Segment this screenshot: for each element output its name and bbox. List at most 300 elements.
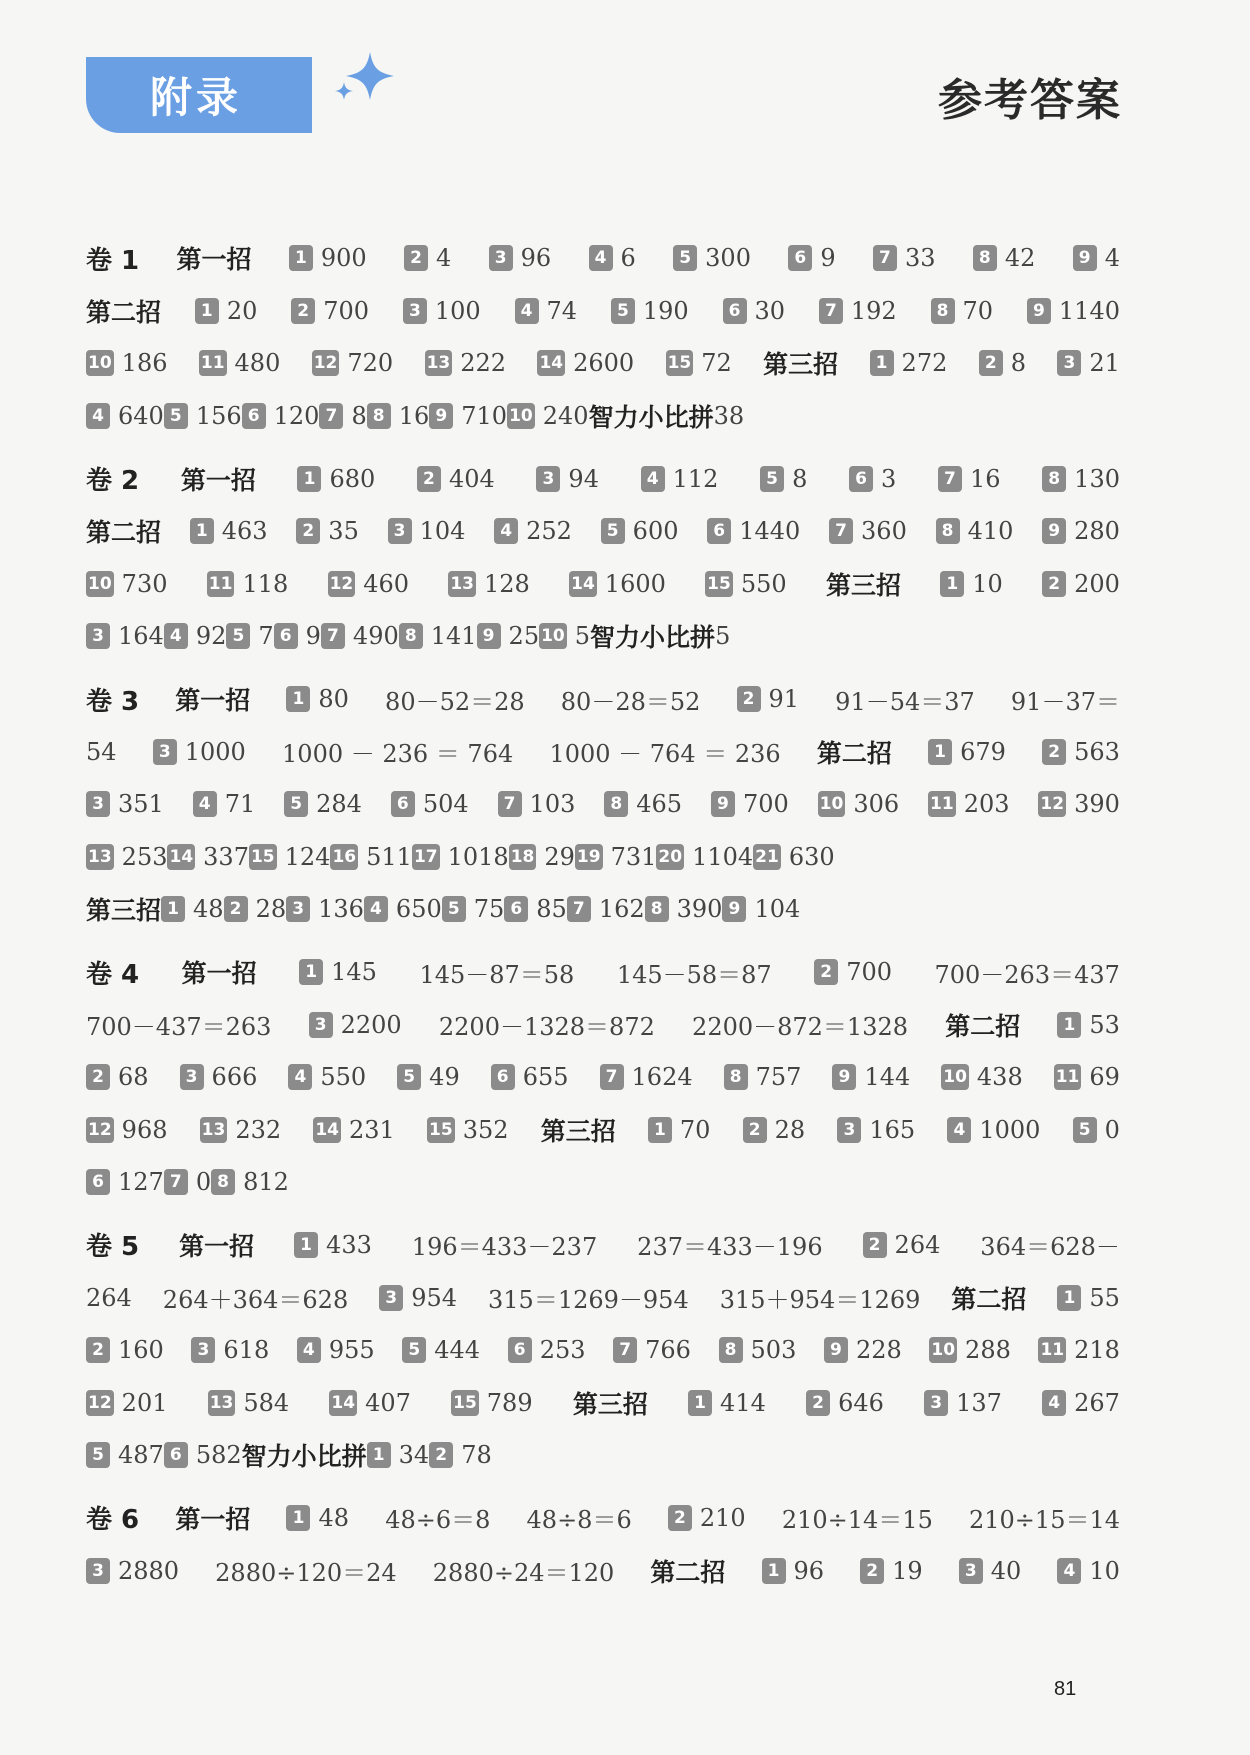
answer-item [321,622,399,650]
answer-value: 21 [1089,349,1120,378]
answer-value: 2600 [573,349,635,378]
question-number-badge: 3 [924,1390,948,1416]
answer-item [153,738,246,766]
question-number-badge: 2 [1042,739,1066,765]
section-label: 第三招 [763,350,839,380]
question-number-badge: 11 [1054,1064,1082,1090]
answer-value: 600 [632,517,679,546]
answer-value: 650 [395,895,442,924]
question-number-badge: 15 [705,571,733,597]
question-number-badge: 9 [711,791,735,817]
answer-item [417,465,495,493]
answer-value: 186 [121,349,168,378]
answer-line [86,998,1120,1051]
answer-item [737,685,800,713]
answer-item [1054,1063,1120,1091]
question-number-badge: 2 [668,1505,692,1531]
answer-line [86,1324,1120,1377]
answer-item [929,1336,1010,1364]
question-number-badge: 8 [936,518,960,544]
question-number-badge: 2 [404,245,428,271]
answer-item [537,349,634,377]
answer-item [296,517,359,545]
answer-item [1042,570,1120,598]
answer-value: 812 [243,1168,289,1197]
answer-item [164,402,242,430]
answer-value: 700 [742,790,789,819]
answer-item [494,517,572,545]
question-number-badge: 13 [86,844,114,870]
answer-value: 10 [972,569,1003,598]
answer-item [832,1063,910,1091]
question-number-badge: 1 [286,686,310,712]
volume-section [86,1492,1120,1597]
answer-item [947,1116,1040,1144]
answer-value: 75 [473,895,505,924]
answer-item [705,570,786,598]
answer-item [86,1441,164,1469]
answer-item [613,1336,691,1364]
volume-section [86,232,1120,442]
answer-item [286,685,349,713]
answer-item [491,1063,569,1091]
question-number-badge: 10 [507,403,535,429]
answer-value: 112 [672,464,719,493]
answer-text: 2880÷120＝24 [215,1559,397,1588]
answer-item [86,570,167,598]
volume-label: 卷 6 [86,1505,140,1536]
answer-value: 463 [221,517,268,546]
answer-value: 128 [484,569,530,598]
answer-item [226,622,273,650]
answer-item [86,1168,164,1196]
question-number-badge: 3 [959,1558,983,1584]
answer-text: 1000 － 764 ＝ 236 [549,740,781,769]
section-label: 第二招 [945,1011,1021,1041]
answer-value: 127 [118,1168,164,1197]
answer-item [86,1063,149,1091]
section-label: 第三招 [572,1389,648,1419]
question-number-badge: 2 [860,1558,884,1584]
question-number-badge: 4 [589,245,613,271]
answer-value: 337 [203,842,249,871]
section-label: 第一招 [181,959,257,989]
answer-value: 201 [121,1388,168,1417]
volume-label: 卷 1 [86,245,140,276]
question-number-badge: 13 [208,1390,236,1416]
question-number-badge: 18 [509,844,537,870]
answer-item [788,244,835,272]
answer-value: 228 [855,1336,902,1365]
question-number-badge: 12 [86,1117,114,1143]
answer-value: 69 [1089,1063,1120,1092]
answer-value: 103 [529,790,576,819]
question-number-badge: 7 [600,1064,624,1090]
answer-value: 94 [568,464,599,493]
answer-value: 272 [901,349,948,378]
answer-value: 1600 [604,569,666,598]
answer-item [1057,1557,1120,1585]
section-label: 智力小比拼 [241,1442,367,1472]
question-number-badge: 9 [1073,245,1097,271]
answer-item [200,1116,281,1144]
answer-value: 240 [542,402,589,431]
answer-value: 404 [448,464,495,493]
answer-item [167,843,248,871]
question-number-badge: 8 [645,896,669,922]
question-number-badge: 4 [947,1117,971,1143]
question-number-badge: 6 [164,1442,188,1468]
question-number-badge: 5 [673,245,697,271]
answer-line [86,452,1120,505]
answer-line [86,1429,1120,1482]
question-number-badge: 4 [641,466,665,492]
answer-value: 511 [366,842,412,871]
section-label: 第一招 [175,1504,251,1534]
question-number-badge: 1 [367,1442,391,1468]
question-number-badge: 11 [199,350,227,376]
answer-item [509,843,575,871]
answer-item [299,958,377,986]
answer-item [427,1116,508,1144]
question-number-badge: 2 [86,1337,110,1363]
answer-value: 700 [846,958,892,987]
question-number-badge: 5 [86,1442,110,1468]
question-number-badge: 14 [569,571,597,597]
question-number-badge: 3 [86,791,110,817]
answer-value: 28 [774,1115,806,1144]
answer-value: 504 [422,790,469,819]
answer-item [979,349,1026,377]
answer-item [711,790,789,818]
question-number-badge: 5 [164,403,188,429]
answer-value: 9 [305,622,321,651]
answer-item [297,1336,375,1364]
answer-line [86,1104,1120,1157]
page-title: 参考答案 [938,75,1122,126]
answer-value: 35 [328,517,359,546]
answer-item [242,402,320,430]
answer-value: 136 [318,895,364,924]
answer-value: 480 [234,349,281,378]
answer-item [1073,244,1120,272]
answer-item [86,1557,179,1585]
answer-text: 364＝628－ [980,1233,1120,1262]
answer-value: 3 [881,464,897,493]
answer-item [539,622,590,650]
answer-item [286,895,364,923]
answer-item [224,895,287,923]
answer-item [928,790,1009,818]
page-number: 81 [1054,1678,1077,1700]
answer-text: 1000 － 236 ＝ 764 [282,740,514,769]
answer-text: 80－52＝28 [385,687,525,716]
answer-value: 20 [226,296,258,325]
answer-line [86,1156,1120,1209]
question-number-badge: 2 [291,298,315,324]
answer-value: 680 [329,464,376,493]
answer-item [928,738,1006,766]
answer-item [611,297,689,325]
answer-value: 218 [1074,1336,1120,1365]
answer-line [86,390,1120,443]
answer-item [442,895,505,923]
question-number-badge: 7 [873,245,897,271]
answer-item [86,402,164,430]
question-number-badge: 1 [289,245,313,271]
answer-value: 789 [486,1388,533,1417]
answer-item [498,790,576,818]
answer-value: 640 [118,402,164,431]
answer-item [829,517,907,545]
question-number-badge: 3 [379,1285,403,1311]
section-label: 第一招 [179,1231,255,1261]
answer-text: 210÷15＝14 [969,1506,1120,1535]
answer-item [1042,465,1120,493]
volume-section [86,673,1120,936]
question-number-badge: 8 [931,298,955,324]
answer-value: 104 [754,895,801,924]
answer-item [329,1389,410,1417]
answer-item [328,570,409,598]
answer-item [753,843,834,871]
answer-item [312,349,393,377]
volume-label: 卷 2 [86,466,140,497]
question-number-badge: 4 [515,298,539,324]
answer-item [938,465,1001,493]
answer-value: 16 [398,402,430,431]
answer-value: 78 [461,1441,492,1470]
question-number-badge: 4 [494,518,518,544]
answer-value: 646 [838,1388,884,1417]
answer-item [164,1168,211,1196]
question-number-badge: 10 [86,571,114,597]
answer-item [940,570,1003,598]
answer-value: 6 [620,244,636,273]
question-number-badge: 2 [737,686,761,712]
answer-value: 85 [536,895,567,924]
volume-section [86,452,1120,662]
answer-item [601,517,679,545]
question-number-badge: 14 [167,844,195,870]
answer-value: 28 [255,895,287,924]
answer-item [86,349,167,377]
answer-item [1057,1011,1120,1039]
question-number-badge: 5 [284,791,308,817]
answer-item [397,1063,460,1091]
question-number-badge: 8 [1042,466,1066,492]
answer-text: 700－263＝437 [934,960,1120,989]
answer-value: 253 [539,1336,586,1365]
answer-item [1042,738,1120,766]
question-number-badge: 8 [973,245,997,271]
answer-value: 503 [750,1336,797,1365]
answer-text: 145－87＝58 [419,960,575,989]
question-number-badge: 1 [1057,1012,1081,1038]
section-label: 第二招 [86,297,162,327]
answer-item [575,843,656,871]
answer-item [86,790,164,818]
answer-value: 666 [211,1063,258,1092]
answer-value: 582 [195,1441,242,1470]
answer-value: 438 [976,1063,1023,1092]
answer-value: 210 [699,1503,746,1532]
answer-value: 433 [326,1230,372,1259]
answer-item [723,297,786,325]
answer-value: 351 [118,790,164,819]
answer-item [508,1336,586,1364]
answer-value: 9 [820,244,836,273]
answer-line [86,778,1120,831]
appendix-tab [86,57,312,133]
answer-item [688,1389,766,1417]
answer-item [199,349,280,377]
answer-text: 315＋954＝1269 [719,1286,921,1315]
question-number-badge: 13 [425,350,453,376]
answer-item [297,465,375,493]
question-number-badge: 3 [86,623,110,649]
question-number-badge: 5 [1073,1117,1097,1143]
question-number-badge: 4 [364,896,388,922]
answer-item [429,1441,492,1469]
answer-value: 1104 [692,842,754,871]
question-number-badge: 3 [837,1117,861,1143]
question-number-badge: 6 [788,245,812,271]
answer-line [86,1492,1120,1545]
answer-value: 144 [864,1063,911,1092]
answer-item [429,402,507,430]
answer-item [195,297,258,325]
question-number-badge: 3 [180,1064,204,1090]
question-number-badge: 11 [928,791,956,817]
question-number-badge: 3 [489,245,513,271]
answer-text: 700－437＝263 [86,1013,272,1042]
question-number-badge: 7 [938,466,962,492]
answer-value: 444 [434,1336,481,1365]
answer-value: 5 [574,622,591,651]
volume-label: 卷 3 [86,686,140,717]
answer-value: 730 [121,569,168,598]
question-number-badge: 6 [491,1064,515,1090]
answer-item [819,297,897,325]
answer-value: 16 [969,464,1001,493]
question-number-badge: 1 [195,298,219,324]
answer-value: 1000 [979,1115,1041,1144]
question-number-badge: 4 [1057,1558,1081,1584]
question-number-badge: 10 [818,791,846,817]
answer-text: 2200－872＝1328 [692,1013,909,1042]
answer-value: 8 [1010,349,1027,378]
answer-line [86,232,1120,285]
answer-item [656,843,753,871]
answer-value: 130 [1074,464,1120,493]
question-number-badge: 1 [299,959,323,985]
section-label: 第一招 [180,465,256,495]
answer-value: 731 [610,842,657,871]
answer-item [313,1116,394,1144]
section-label: 第二招 [86,518,162,548]
answer-item [1057,349,1120,377]
answer-item [388,517,466,545]
question-number-badge: 8 [367,403,391,429]
question-number-badge: 7 [321,623,345,649]
answer-value: 96 [793,1556,825,1585]
answer-text: 38 [713,402,745,431]
answer-value: 71 [224,790,256,819]
answer-item [1073,1116,1120,1144]
question-number-badge: 1 [286,1505,310,1531]
answer-item [760,465,807,493]
answer-value: 160 [118,1336,164,1365]
question-number-badge: 9 [824,1337,848,1363]
answer-item [504,895,567,923]
answer-item [641,465,719,493]
answer-value: 8 [351,402,367,431]
answer-value: 100 [434,296,481,325]
question-number-badge: 4 [164,623,188,649]
question-number-badge: 8 [399,623,423,649]
question-number-badge: 6 [86,1169,110,1195]
question-number-badge: 8 [211,1169,235,1195]
question-number-badge: 1 [294,1232,318,1258]
answer-value: 7 [258,622,274,651]
answer-text: 264＋364＝628 [162,1286,349,1315]
answer-item [589,244,636,272]
answer-item [489,244,552,272]
question-number-badge: 9 [1027,298,1051,324]
question-number-badge: 1 [297,466,321,492]
question-number-badge: 10 [86,350,114,376]
answer-value: 74 [546,296,578,325]
question-number-badge: 11 [1038,1337,1066,1363]
answer-item [507,402,588,430]
answer-text: 80－28＝52 [560,687,701,716]
question-number-badge: 12 [1038,791,1066,817]
answer-line [86,1544,1120,1597]
question-number-badge: 1 [762,1558,786,1584]
answer-value: 4 [436,244,452,273]
answer-text: 315＝1269－954 [488,1286,689,1315]
question-number-badge: 10 [539,623,567,649]
question-number-badge: 13 [448,571,476,597]
answer-value: 30 [754,296,786,325]
answer-value: 162 [598,895,645,924]
answer-value: 49 [429,1063,460,1092]
answer-line [86,831,1120,884]
answer-item [294,1231,372,1259]
answer-item [402,1336,480,1364]
question-number-badge: 6 [504,896,528,922]
answer-line [86,558,1120,611]
answer-item [404,244,451,272]
answer-item [673,244,751,272]
answer-item [515,297,578,325]
answer-value: 70 [962,296,994,325]
answer-value: 584 [243,1388,290,1417]
answer-item [824,1336,902,1364]
answer-item [668,1504,746,1532]
answer-item [818,790,899,818]
answer-item [330,843,411,871]
answer-line [86,1051,1120,1104]
answer-text: 210÷14＝15 [781,1506,933,1535]
question-number-badge: 7 [164,1169,188,1195]
answer-item [164,1441,242,1469]
answer-value: 137 [956,1388,1002,1417]
question-number-badge: 1 [161,896,185,922]
question-number-badge: 5 [601,518,625,544]
answer-item [941,1063,1022,1091]
